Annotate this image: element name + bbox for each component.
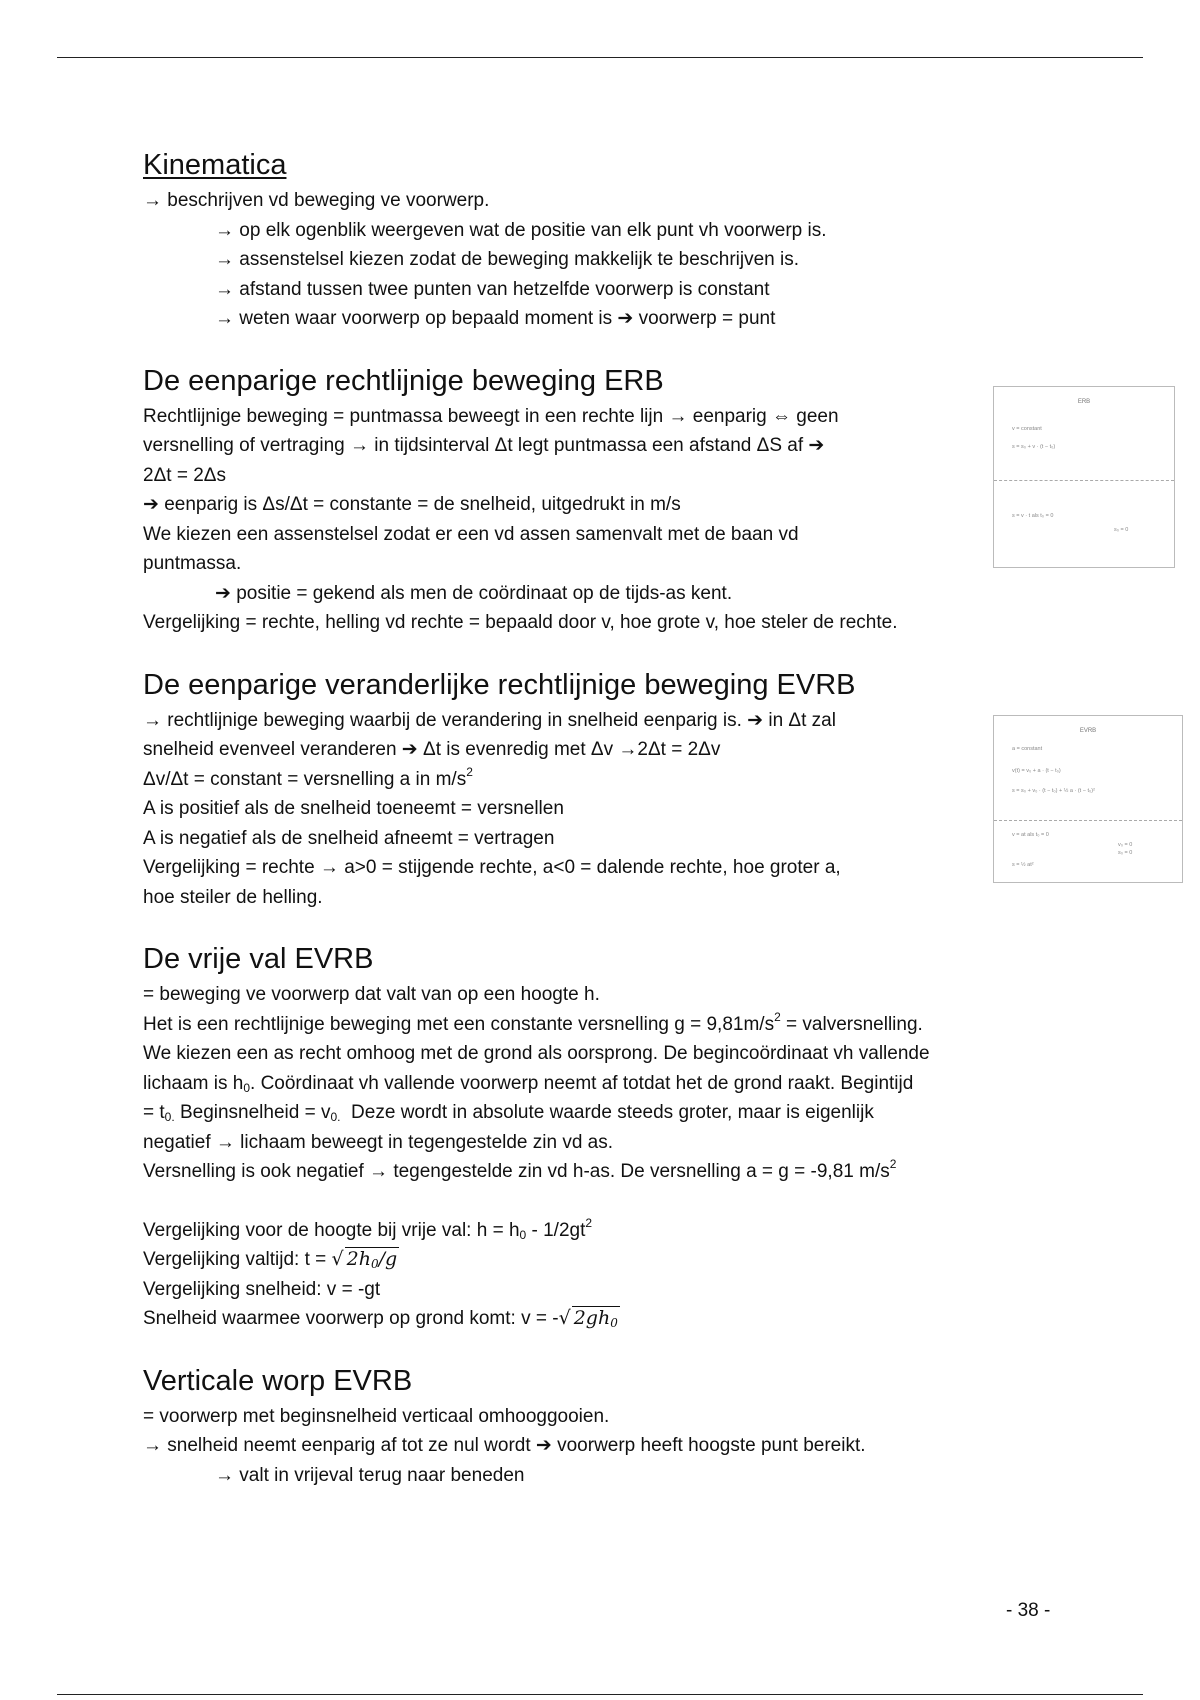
paragraph: Rechtlijnige beweging = puntmassa beweegt in een rechte lijn → eenparig ⇔ geen bbox=[143, 405, 839, 427]
arrow-icon: → bbox=[143, 709, 162, 731]
heading-verticale-worp: Verticale worp EVRB bbox=[143, 1364, 413, 1397]
bold-arrow-icon: ➔ bbox=[401, 739, 418, 760]
paragraph: versnelling of vertraging → in tijdsinterval Δt legt puntmassa een afstand ΔS af ➔ bbox=[143, 435, 825, 456]
arrow-icon: → bbox=[215, 1131, 235, 1153]
paragraph: We kiezen een assenstelsel zodat er een vd assen samenvalt met de baan vd bbox=[143, 523, 799, 545]
paragraph: hoe steiler de helling. bbox=[143, 886, 323, 908]
paragraph: = beweging ve voorwerp dat valt van op een hoogte h. bbox=[143, 984, 600, 1005]
bullet: → assenstelsel kiezen zodat de beweging makkelijk te beschrijven is. bbox=[215, 249, 800, 270]
arrow-icon: → bbox=[668, 405, 688, 427]
paragraph: puntmassa. bbox=[143, 553, 242, 574]
paragraph: Het is een rechtlijnige beweging met een constante versnelling $g = 9,81m/s^2$ = valversnelling. bbox=[143, 1009, 923, 1035]
arrow-icon: → bbox=[215, 219, 234, 241]
bold-arrow-icon: ➔ bbox=[808, 435, 825, 456]
arrow-icon: → bbox=[369, 1161, 389, 1182]
arrow-icon: → bbox=[350, 435, 369, 456]
paragraph: = voorwerp met beginsnelheid verticaal omhooggooien. bbox=[143, 1405, 610, 1427]
section-vrije-val bbox=[143, 942, 1063, 1334]
paragraph: Δv/Δt = constant = versnelling a in $m/s^2$ bbox=[143, 764, 473, 790]
evrb-summary-image: EVRB a = constant v(t) = v₀ + a · (t − t₀) s = s₀ + v₀ · (t − t₀) + ½ a · (t − t₀)² v = at als t₀ = 0 v₀ = 0 s₀ = 0 s = ½ at² bbox=[993, 715, 1183, 883]
paragraph: ➔ positie = gekend als men de coördinaat op de tijds-as kent. bbox=[215, 582, 733, 604]
arrow-icon: → bbox=[618, 739, 638, 760]
section-erb bbox=[143, 364, 1063, 638]
sqrt-expression: $2h_0/g$ bbox=[346, 1248, 398, 1271]
arrow-icon: → bbox=[143, 1435, 162, 1456]
erb-summary-image: ERB v = constant s = s₀ + v · (t − t₀) s = v · t als t₀ = 0 s₀ = 0 bbox=[993, 386, 1175, 568]
arrow-icon: → bbox=[215, 1464, 234, 1486]
formula-valtijd: Vergelijking valtijd: t = √ $2h_0/g$ bbox=[143, 1248, 398, 1271]
paragraph: negatief → lichaam beweegt in tegengestelde zin vd as. bbox=[143, 1131, 614, 1153]
section-evrb bbox=[143, 668, 1063, 913]
paragraph: ➔ eenparig is Δs/Δt = constante = de snelheid, uitgedrukt in m/s bbox=[143, 494, 681, 515]
section-kinematica bbox=[143, 148, 1063, 334]
heading-vrije-val: De vrije val EVRB bbox=[143, 943, 374, 975]
arrow-icon: → bbox=[215, 278, 234, 300]
paragraph: A is positief als de snelheid toeneemt = versnellen bbox=[143, 798, 564, 819]
bullet: → weten waar voorwerp op bepaald moment is ➔ voorwerp = punt bbox=[215, 308, 776, 329]
bold-arrow-icon: ➔ bbox=[617, 308, 634, 329]
sqrt-icon: √ bbox=[331, 1248, 344, 1270]
bullet: → afstand tussen twee punten van hetzelfde voorwerp is constant bbox=[215, 278, 770, 300]
heading-evrb: De eenparige veranderlijke rechtlijnige beweging EVRB bbox=[143, 668, 856, 701]
bold-arrow-icon: ➔ bbox=[215, 582, 231, 604]
paragraph: A is negatief als de snelheid afneemt = vertragen bbox=[143, 827, 555, 849]
paragraph: → snelheid neemt eenparig af tot ze nul wordt ➔ voorwerp heeft hoogste punt bereikt. bbox=[143, 1435, 866, 1456]
sqrt-expression: $2gh_0$ bbox=[573, 1307, 618, 1330]
bold-arrow-icon: ➔ bbox=[535, 1435, 552, 1456]
bold-arrow-icon: ➔ bbox=[747, 709, 764, 731]
paragraph: Vergelijking = rechte → a>0 = stijgende rechte, a<0 = dalende rechte, hoe groter a, bbox=[143, 857, 841, 878]
bullet: → valt in vrijeval terug naar beneden bbox=[215, 1464, 525, 1486]
section-verticale-worp bbox=[143, 1364, 1063, 1491]
bold-arrow-icon: ➔ bbox=[143, 494, 159, 515]
arrow-icon: → bbox=[215, 308, 234, 329]
paragraph: snelheid evenveel veranderen ➔ Δt is evenredig met Δv →2Δt = 2Δv bbox=[143, 739, 721, 760]
paragraph: → beschrijven vd beweging ve voorwerp. bbox=[143, 190, 490, 211]
page-content bbox=[143, 148, 1063, 1490]
paragraph: → rechtlijnige beweging waarbij de verandering in snelheid eenparig is. ➔ in Δt zal bbox=[143, 709, 836, 731]
top-rule bbox=[57, 57, 1143, 58]
paragraph: We kiezen een as recht omhoog met de grond als oorsprong. De begincoördinaat vh vallende bbox=[143, 1043, 930, 1064]
arrow-icon: → bbox=[319, 857, 339, 878]
paragraph: Vergelijking = rechte, helling vd rechte = bepaald door v, hoe grote v, hoe steler de rechte. bbox=[143, 612, 898, 633]
paragraph: lichaam is $h_0$. Coördinaat vh vallende voorwerp neemt af totdat het de grond raakt. Begintijd bbox=[143, 1072, 914, 1095]
page-number: - 38 - bbox=[1006, 1600, 1051, 1621]
formula-eindsnelheid: Snelheid waarmee voorwerp op grond komt: v = -√ $2gh_0$ bbox=[143, 1307, 618, 1330]
formula-snelheid: Vergelijking snelheid: v = -gt bbox=[143, 1278, 381, 1300]
arrow-icon: → bbox=[143, 190, 162, 211]
arrow-icon: → bbox=[215, 249, 234, 270]
bottom-rule bbox=[57, 1694, 1143, 1695]
equivalence-icon: ⇔ bbox=[771, 405, 791, 427]
sqrt-icon: √ bbox=[558, 1307, 571, 1329]
heading-erb: De eenparige rechtlijnige beweging ERB bbox=[143, 364, 664, 397]
bullet: → op elk ogenblik weergeven wat de positie van elk punt vh voorwerp is. bbox=[215, 219, 827, 241]
paragraph: Versnelling is ook negatief → tegengestelde zin vd h-as. De versnelling a = g = -9,81 $m/s^2$ bbox=[143, 1157, 897, 1182]
paragraph: = $t_{0.}$ Beginsnelheid = $v_{0.}$ Deze wordt in absolute waarde steeds groter, maar is eigenlijk bbox=[143, 1102, 874, 1124]
heading-kinematica: Kinematica bbox=[143, 149, 287, 181]
formula-hoogte: Vergelijking voor de hoogte bij vrije val: $h = h_0 - 1/2gt^2$ bbox=[143, 1215, 593, 1242]
paragraph: 2Δt = 2Δs bbox=[143, 464, 226, 486]
